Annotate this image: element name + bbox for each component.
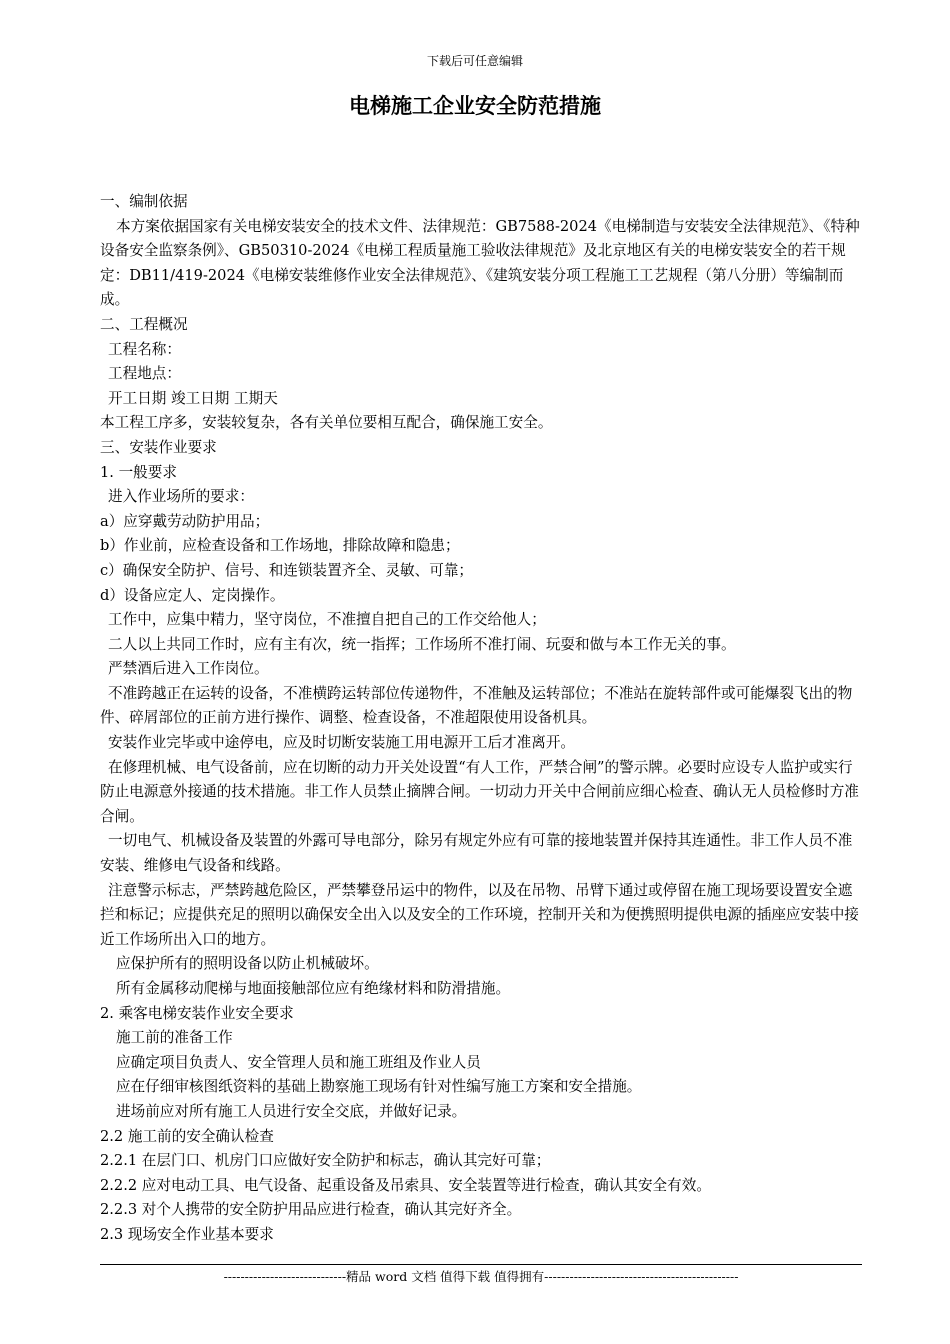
paragraph: 三、安装作业要求: [100, 438, 217, 456]
paragraph: 进入作业场所的要求：: [108, 488, 254, 506]
paragraph: 1. 一般要求: [100, 463, 177, 481]
paragraph: 2.3 现场安全作业基本要求: [100, 1225, 274, 1243]
paragraph: 不准跨越正在运转的设备，不准横跨运转部位传递物件，不准触及运转部位；不准站在旋转部件或可能爆裂飞出的物件、碎屑部位的正前方进行操作、调整、检查设备，不准超限使用设备机具。: [100, 684, 853, 727]
paragraph: b）作业前，应检查设备和工作场地，排除故障和隐患；: [100, 537, 460, 555]
paragraph: 工程名称：: [108, 340, 181, 358]
paragraph: 安装作业完毕或中途停电，应及时切断安装施工用电源开工后才准离开。: [108, 734, 576, 752]
paragraph: 应保护所有的照明设备以防止机械破坏。: [116, 955, 379, 973]
paragraph: 2.2.1 在层门口、机房门口应做好安全防护和标志，确认其完好可靠；: [100, 1152, 551, 1170]
paragraph: 二人以上共同工作时，应有主有次，统一指挥；工作场所不准打闹、玩耍和做与本工作无关的事。: [108, 635, 736, 653]
page-header: 下载后可任意编辑: [426, 54, 523, 68]
paragraph: 严禁酒后进入工作岗位。: [108, 660, 269, 678]
paragraph: a）应穿戴劳动防护用品；: [100, 512, 270, 530]
paragraph: 2.2 施工前的安全确认检查: [100, 1127, 274, 1145]
paragraph: 本工程工序多，安装较复杂，各有关单位要相互配合，确保施工安全。: [100, 414, 553, 432]
paragraph: 所有金属移动爬梯与地面接触部位应有绝缘材料和防滑措施。: [116, 980, 511, 997]
document-title: 电梯施工企业安全防范措施: [349, 94, 601, 118]
paragraph: 应在仔细审核图纸资料的基础上勘察施工现场有针对性编写施工方案和安全措施。: [116, 1078, 642, 1096]
paragraph: 在修理机械、电气设备前，应在切断的动力开关处设置“有人工作，严禁合闸”的警示牌。必要时应设专人监护或实行防止电源意外接通的技术措施。非工作人员禁止摘牌合闸。一切动力开关中合闸前应细心检查、确认无人员检修时方准合闸。: [100, 758, 859, 825]
paragraph: 二、工程概况: [100, 315, 188, 333]
paragraph: 本方案依据国家有关电梯安装安全的技术文件、法律规范：GB7588-2024《电梯制造与安装安全法律规范》、《特种设备安全监察条例》、GB50310-2024《电梯工程质量施工验收法律规范》及北京地区有关的电梯安装安全的若干规定：DB11/419-2024《电梯安装维修作业安全法律规范》、《建筑安装分项工程施工工艺规程（第八分册）等编制而成。: [100, 217, 860, 309]
paragraph: 2.2.2 应对电动工具、电气设备、起重设备及吊索具、安全装置等进行检查，确认其安全有效。: [100, 1176, 711, 1194]
paragraph: 工程地点：: [108, 365, 181, 383]
page-footer: -----------------------------精品 word 文档 值得下载 值得拥有----------------------------------------------: [100, 1264, 862, 1285]
paragraph: d）设备应定人、定岗操作。: [100, 586, 285, 604]
paragraph: 一、编制依据: [100, 193, 188, 210]
paragraph: 一切电气、机械设备及装置的外露可导电部分，除另有规定外应有可靠的接地装置并保持其连通性。非工作人员不准安装、维修电气设备和线路。: [100, 832, 853, 875]
paragraph: 应确定项目负责人、安全管理人员和施工班组及作业人员: [116, 1053, 481, 1071]
paragraph: 注意警示标志，严禁跨越危险区，严禁攀登吊运中的物件，以及在吊物、吊臂下通过或停留在施工现场要设置安全遮拦和标记；应提供充足的照明以确保安全出入以及安全的工作环境，控制开关和为便携照明提供电源的插座应安装中接近工作场所出入口的地方。: [100, 881, 859, 948]
paragraph: 施工前的准备工作: [116, 1029, 233, 1047]
paragraph: 2.2.3 对个人携带的安全防护用品应进行检查，确认其完好齐全。: [100, 1201, 522, 1219]
paragraph: 进场前应对所有施工人员进行安全交底，并做好记录。: [116, 1102, 467, 1120]
paragraph: 工作中，应集中精力，坚守岗位，不准擅自把自己的工作交给他人；: [108, 611, 546, 629]
paragraph: c）确保安全防护、信号、和连锁装置齐全、灵敏、可靠；: [100, 561, 474, 579]
paragraph: 2. 乘客电梯安装作业安全要求: [100, 1004, 294, 1022]
paragraph: 开工日期 竣工日期 工期天: [108, 389, 278, 407]
document-body: [100, 190, 862, 1248]
